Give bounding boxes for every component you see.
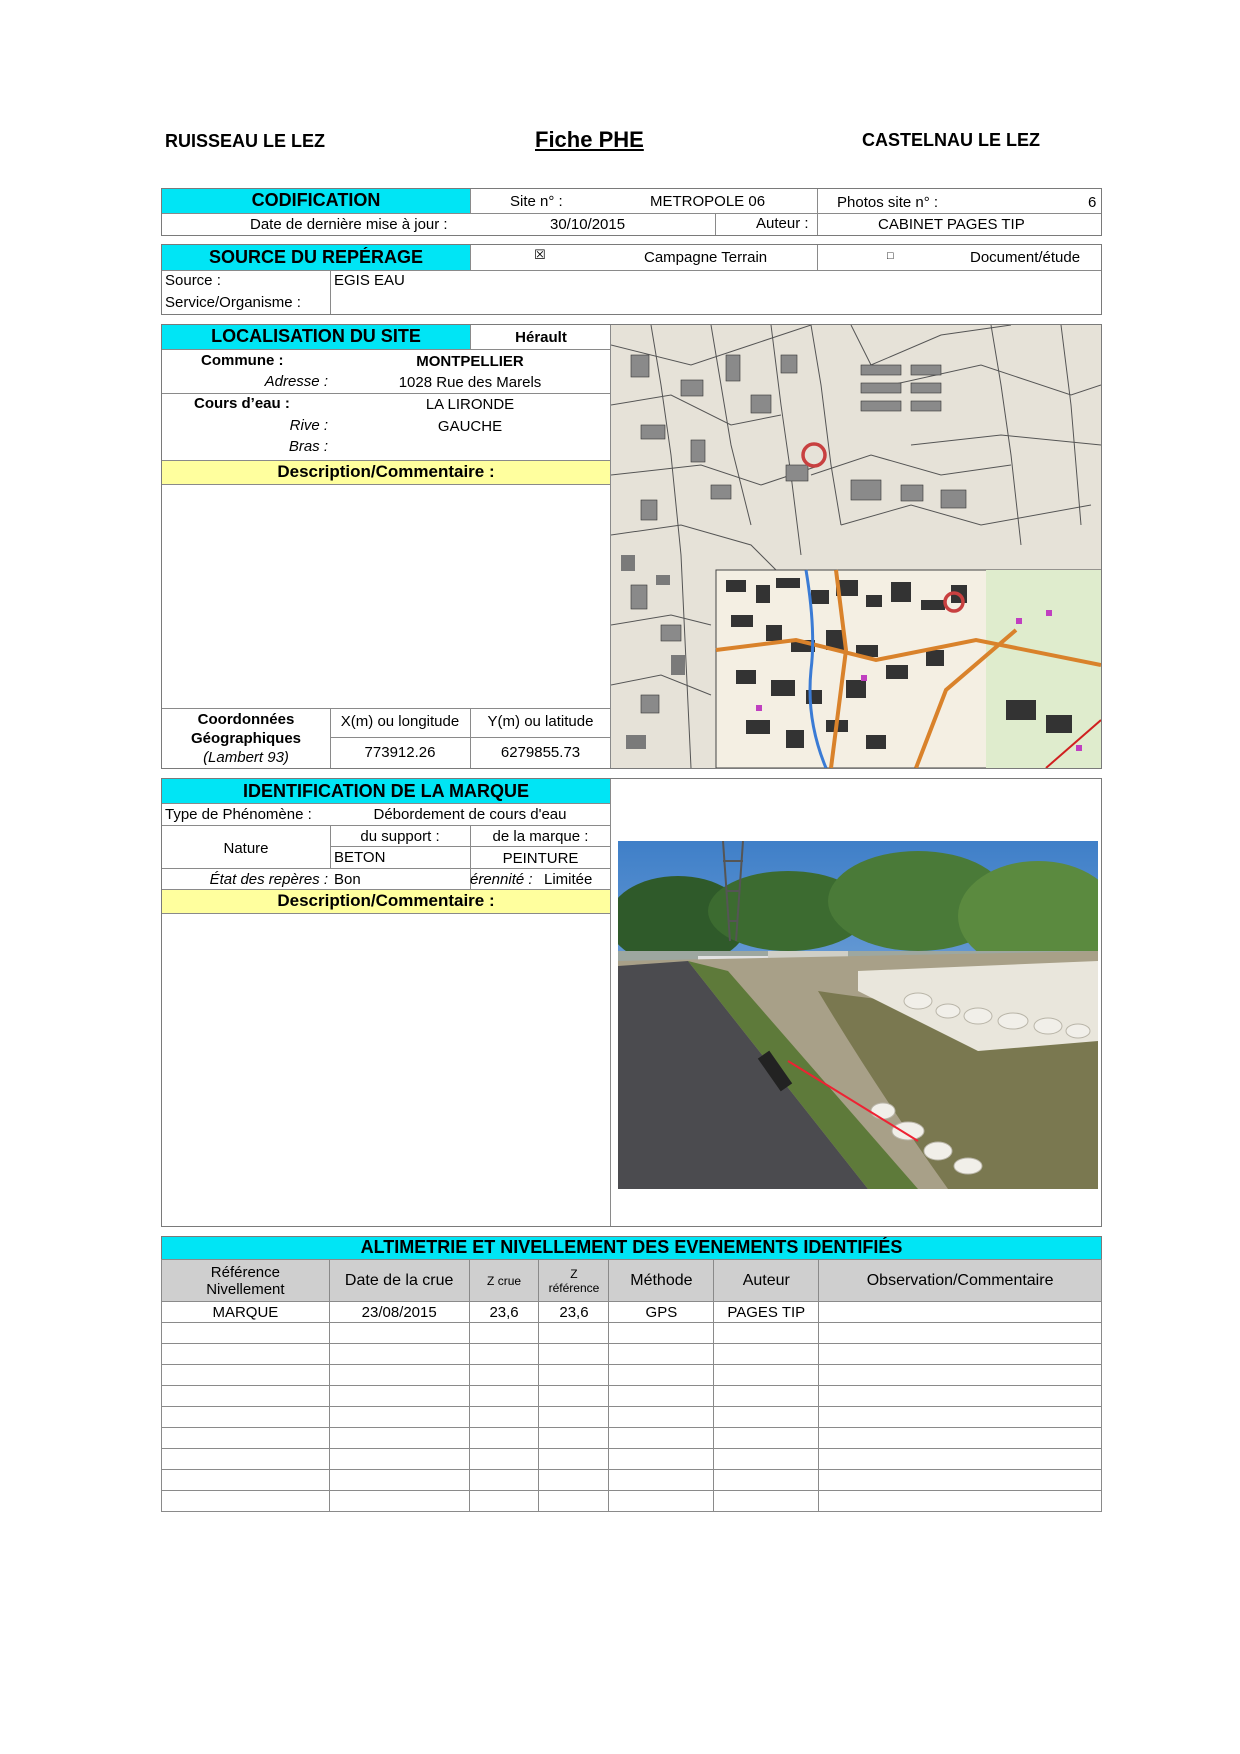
table-cell [609,1449,714,1470]
table-cell [329,1491,469,1512]
table-cell [329,1365,469,1386]
support-value: BETON [334,849,386,866]
nature-label: Nature [223,840,269,857]
table-cell: 23,6 [469,1302,539,1323]
table-cell [609,1365,714,1386]
table-cell [469,1365,539,1386]
col-observation: Observation/Commentaire [819,1260,1102,1302]
table-cell [714,1365,819,1386]
table-row [162,1470,1102,1491]
localisation-section [161,324,1102,769]
table-cell [539,1491,609,1512]
col-zref: Z référence [539,1260,609,1302]
table-cell [714,1491,819,1512]
type-value: Débordement de cours d'eau [373,806,567,823]
source-section [161,244,1102,315]
cours-label: Cours d’eau : [194,395,290,412]
table-cell [609,1344,714,1365]
table-row [162,1428,1102,1449]
col-auteur: Auteur [714,1260,819,1302]
table-cell [469,1470,539,1491]
table-row [162,1491,1102,1512]
campagne-label: Campagne Terrain [644,249,768,266]
x-value: 773912.26 [364,744,436,761]
table-row [162,1365,1102,1386]
table-cell [329,1407,469,1428]
marque-value: PEINTURE [502,850,579,867]
table-cell [819,1449,1102,1470]
table-cell: 23,6 [539,1302,609,1323]
table-cell [819,1407,1102,1428]
table-row [162,1302,1102,1323]
service-label: Service/Organisme : [165,294,301,311]
table-cell [329,1428,469,1449]
departement: Hérault [515,329,567,346]
document-checkbox[interactable]: □ [887,250,894,262]
table-cell [609,1491,714,1512]
table-cell [162,1344,330,1365]
perennite-label: érennité : [470,871,533,888]
table-cell [609,1470,714,1491]
auteur-label: Auteur : [756,215,809,232]
loc-description-title: Description/Commentaire : [277,462,495,481]
table-cell [329,1344,469,1365]
codification-section [161,188,1102,236]
x-label: X(m) ou longitude [340,713,460,730]
etat-value: Bon [334,871,361,888]
table-row [162,1344,1102,1365]
site-label: Site n° : [510,193,563,210]
table-cell [329,1386,469,1407]
table-cell [162,1449,330,1470]
photos-value: 6 [1088,194,1097,211]
table-cell [539,1323,609,1344]
table-cell [162,1407,330,1428]
table-cell [469,1386,539,1407]
table-cell [714,1344,819,1365]
table-cell [329,1323,469,1344]
altimetrie-table [161,1259,1102,1512]
table-cell [469,1428,539,1449]
coord-title-1: Coordonnées [197,711,295,728]
table-cell [469,1449,539,1470]
table-cell [714,1470,819,1491]
adresse-value: 1028 Rue des Marels [398,374,542,391]
y-value: 6279855.73 [500,744,581,761]
source-title: SOURCE DU REPÉRAGE [208,247,424,267]
table-cell [539,1428,609,1449]
table-cell [329,1449,469,1470]
table-cell [714,1323,819,1344]
table-cell [714,1407,819,1428]
table-cell [819,1491,1102,1512]
date-label: Date de dernière mise à jour : [250,216,448,233]
table-cell [162,1428,330,1449]
table-cell [819,1386,1102,1407]
table-cell [609,1323,714,1344]
bras-label: Bras : [288,438,328,455]
table-row [162,1386,1102,1407]
coord-title-3: (Lambert 93) [203,749,289,766]
table-cell [469,1344,539,1365]
table-cell [819,1323,1102,1344]
table-cell [539,1470,609,1491]
table-cell [609,1386,714,1407]
table-cell [714,1449,819,1470]
table-row [162,1407,1102,1428]
col-date: Date de la crue [329,1260,469,1302]
coord-title-2: Géographiques [190,730,302,747]
table-cell: MARQUE [162,1302,330,1323]
table-cell [162,1491,330,1512]
table-cell [819,1470,1102,1491]
table-cell [539,1407,609,1428]
table-cell [539,1386,609,1407]
col-zcrue: Z crue [469,1260,539,1302]
table-cell [819,1428,1102,1449]
table-cell [162,1386,330,1407]
auteur-value: CABINET PAGES TIP [878,216,1025,233]
identification-title: IDENTIFICATION DE LA MARQUE [243,781,529,801]
marque-label: de la marque : [492,828,589,845]
id-description-title: Description/Commentaire : [277,891,495,910]
col-methode: Méthode [609,1260,714,1302]
support-label: du support : [360,828,440,845]
source-value: EGIS EAU [334,272,405,289]
table-cell [162,1365,330,1386]
date-value: 30/10/2015 [550,216,626,233]
site-value: METROPOLE 06 [650,193,766,210]
document-label: Document/étude [970,249,1081,266]
source-label: Source : [165,272,221,289]
table-cell [469,1323,539,1344]
table-row [162,1449,1102,1470]
table-cell: 23/08/2015 [329,1302,469,1323]
table-cell [539,1365,609,1386]
campagne-checkbox[interactable]: ☒ [534,247,546,262]
y-label: Y(m) ou latitude [487,713,594,730]
commune-value: MONTPELLIER [416,353,524,370]
rive-value: GAUCHE [437,418,503,435]
table-cell [469,1407,539,1428]
codification-title: CODIFICATION [251,190,381,210]
altimetrie-title: ALTIMETRIE ET NIVELLEMENT DES EVENEMENTS IDENTIFIÉS [360,1237,903,1257]
table-row [162,1323,1102,1344]
location-map [611,325,1101,768]
commune-header: CASTELNAU LE LEZ [862,130,1040,150]
table-cell [819,1344,1102,1365]
type-label: Type de Phénomène : [165,806,312,823]
page-title: Fiche PHE [535,127,644,152]
site-photo [618,841,1098,1189]
localisation-title: LOCALISATION DU SITE [211,326,421,346]
table-cell [162,1470,330,1491]
table-cell [539,1344,609,1365]
table-cell: GPS [609,1302,714,1323]
identification-section [161,778,1102,1227]
table-cell [329,1470,469,1491]
commune-label: Commune : [201,352,284,369]
rive-label: Rive : [289,417,328,434]
photos-label: Photos site n° : [837,194,939,211]
adresse-label: Adresse : [264,373,328,390]
table-cell [539,1449,609,1470]
table-cell [714,1428,819,1449]
table-cell [819,1302,1102,1323]
table-cell: PAGES TIP [714,1302,819,1323]
table-cell [162,1323,330,1344]
table-cell [609,1428,714,1449]
col-reference: Référence Nivellement [162,1260,330,1302]
etat-label: État des repères : [209,871,328,888]
cours-value: LA LIRONDE [425,396,515,413]
table-cell [469,1491,539,1512]
table-cell [714,1386,819,1407]
river-name: RUISSEAU LE LEZ [165,131,326,151]
table-cell [609,1407,714,1428]
perennite-value: Limitée [544,871,593,888]
table-cell [819,1365,1102,1386]
